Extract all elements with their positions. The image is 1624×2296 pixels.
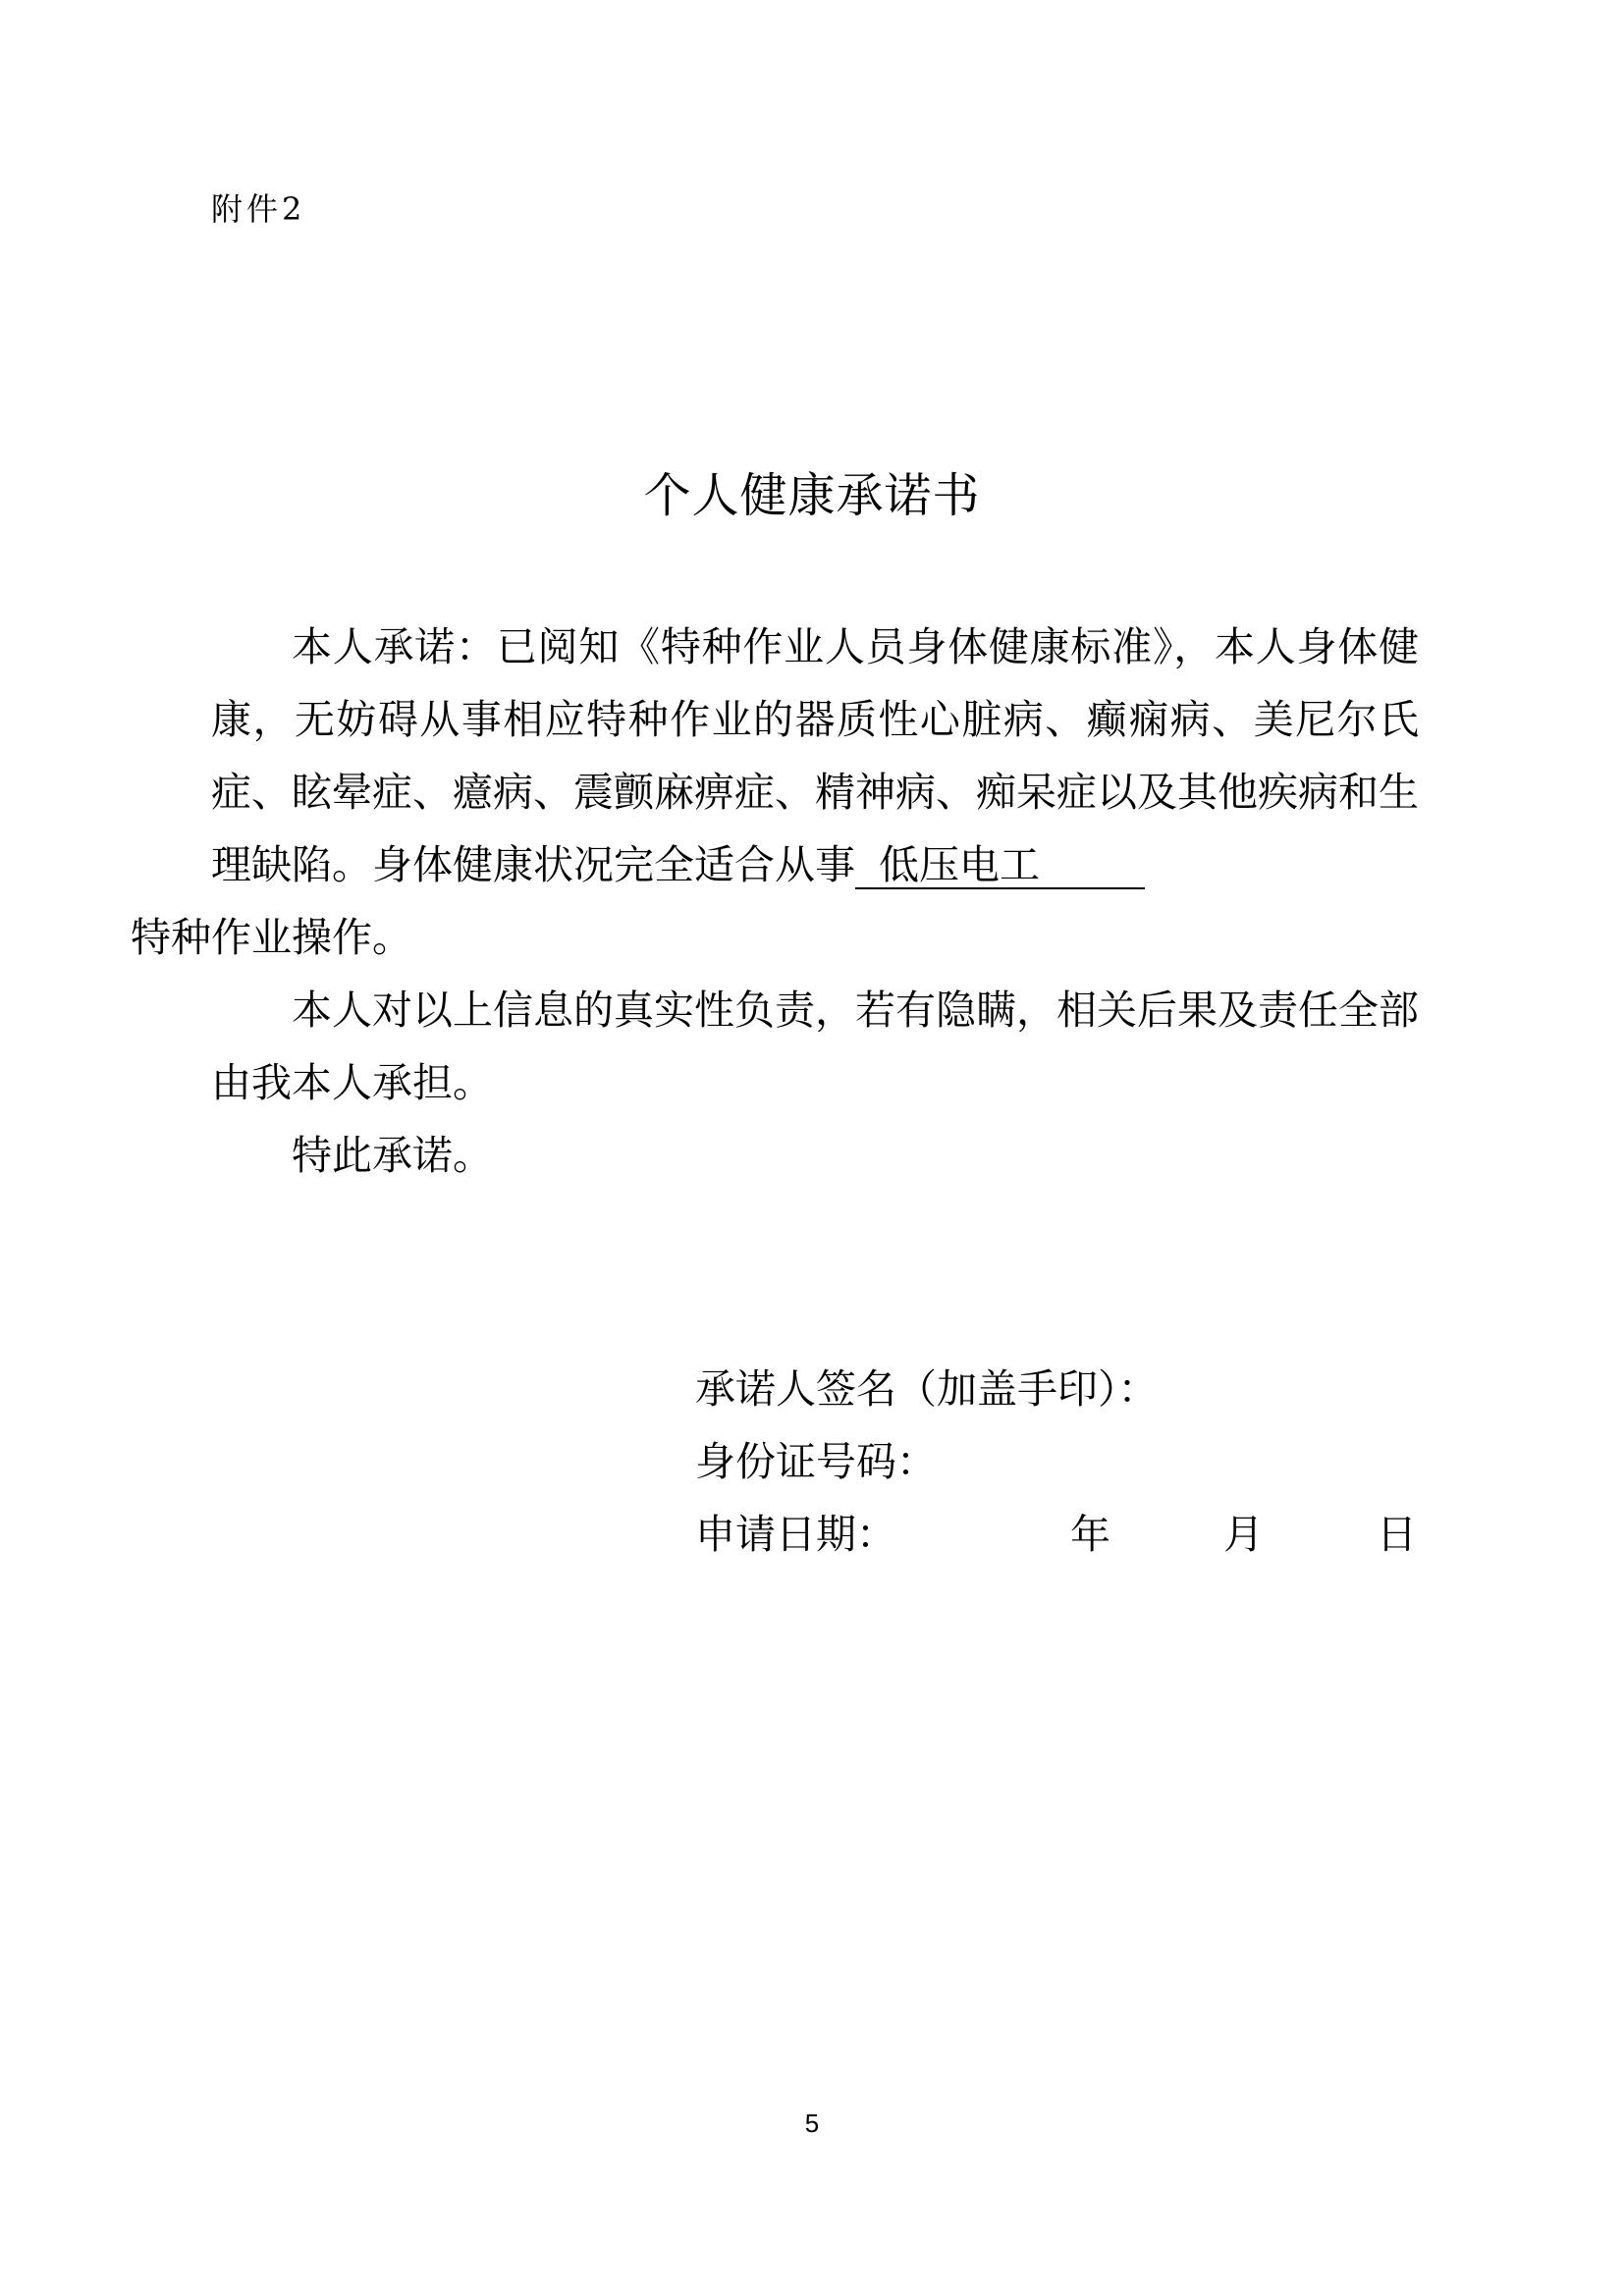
page-number: 5	[804, 2109, 820, 2138]
date-day: 日	[1377, 1511, 1417, 1558]
signature-block	[695, 1353, 1422, 1571]
paragraph-1-tail: 特种作业操作。	[131, 914, 412, 961]
commitment-paragraph-2: 本人对以上信息的真实性负责，若有隐瞒，相关后果及责任全部由我本人承担。	[211, 987, 1419, 1106]
commitment-body	[131, 611, 1419, 1192]
date-month: 月	[1223, 1511, 1264, 1558]
attachment-label: 附件2	[211, 190, 306, 228]
signature-line	[695, 1353, 1422, 1425]
paragraph-1-text: 本人承诺：已阅知《特种作业人员身体健康标准》，本人身体健康，无妨碍从事相应特种作业的器质性心脏病、癫痫病、美尼尔氏症、眩晕症、癔病、震颤麻痹症、精神病、痴呆症以及其他疾病和生理缺陷。身体健康状况完全适合从事	[211, 623, 1419, 888]
signature-label: 承诺人签名（加盖手印）：	[695, 1365, 1159, 1413]
commitment-paragraph-3: 特此承诺。	[292, 1132, 493, 1179]
date-line	[695, 1498, 1422, 1571]
date-label: 申请日期：	[695, 1511, 896, 1558]
commitment-paragraph-1	[131, 611, 1419, 974]
document-title: 个人健康承诺书	[643, 468, 981, 523]
date-year: 年	[1070, 1511, 1110, 1558]
id-number-label: 身份证号码：	[695, 1438, 937, 1485]
job-type-field: 低压电工	[855, 842, 1145, 889]
id-number-line	[695, 1425, 1422, 1498]
